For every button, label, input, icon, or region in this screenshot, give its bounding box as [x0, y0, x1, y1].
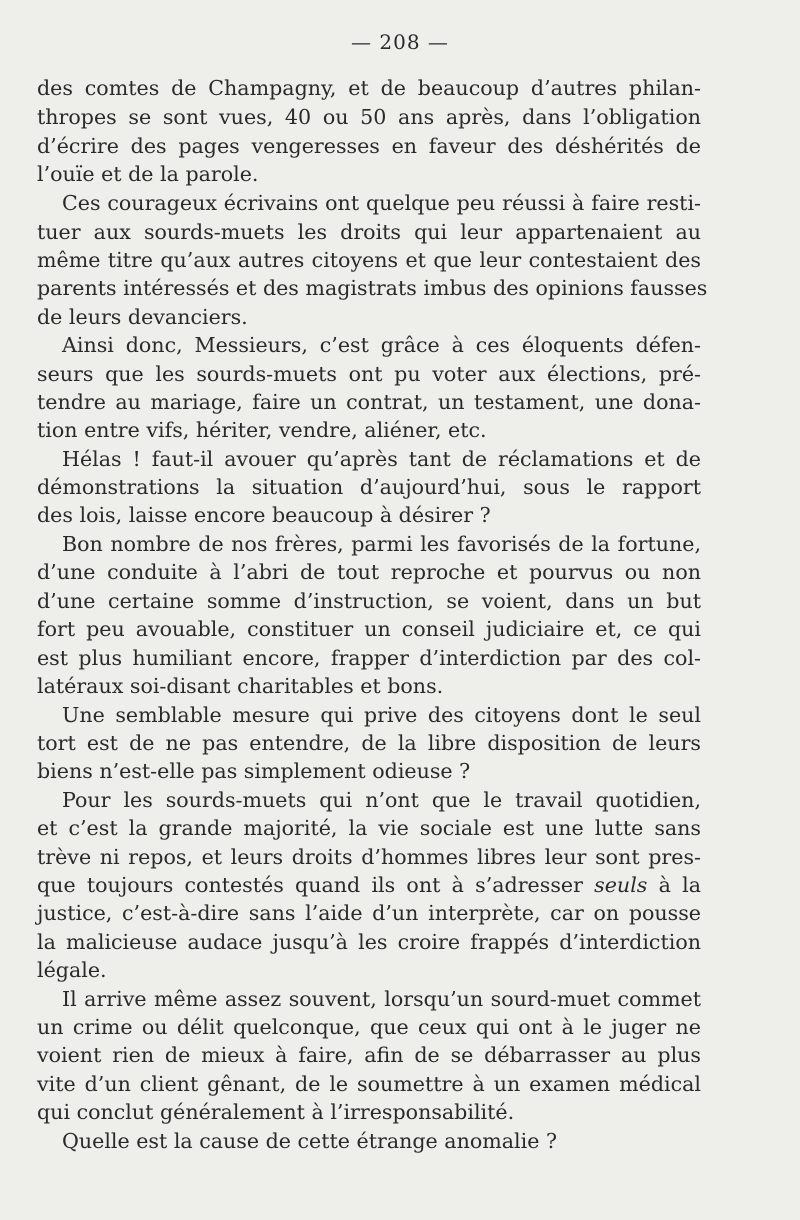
text-line: trève ni repos, et leurs droits d’hommes libres leur sont pres-: [37, 845, 701, 869]
text-line: thropes se sont vues, 40 ou 50 ans après, dans l’obligation: [37, 105, 701, 129]
text-line: tuer aux sourds-muets les droits qui leur appartenaient au: [37, 220, 701, 244]
text-line: des comtes de Champagny, et de beaucoup d’autres philan-: [37, 76, 701, 100]
text-line: vite d’un client gênant, de le soumettre à un examen médical: [37, 1072, 701, 1096]
paragraph-first-line: Bon nombre de nos frères, parmi les favorisés de la fortune,: [62, 532, 701, 556]
text-line: même titre qu’aux autres citoyens et que leur contestaient des: [37, 248, 701, 272]
paragraph-first-line: Quelle est la cause de cette étrange anomalie ?: [62, 1129, 557, 1153]
text-line: tendre au mariage, faire un contrat, un testament, une dona-: [37, 390, 701, 414]
text-line: d’une conduite à l’abri de tout reproche et pourvus ou non: [37, 560, 701, 584]
text-line: seurs que les sourds-muets ont pu voter aux élections, pré-: [37, 362, 701, 386]
text-line: parents intéressés et des magistrats imbus des opinions fausses: [37, 276, 708, 300]
text-line: démonstrations la situation d’aujourd’hui, sous le rapport: [37, 475, 701, 499]
paragraph-first-line: Une semblable mesure qui prive des citoyens dont le seul: [62, 703, 701, 727]
text-line: l’ouïe et de la parole.: [37, 162, 259, 186]
text-line: est plus humiliant encore, frapper d’interdiction par des col-: [37, 646, 701, 670]
paragraph-first-line: Ces courageux écrivains ont quelque peu réussi à faire resti-: [62, 191, 701, 215]
paragraph-first-line: Pour les sourds-muets qui n’ont que le travail quotidien,: [62, 788, 701, 812]
text-line: voient rien de mieux à faire, afin de se débarrasser au plus: [37, 1043, 701, 1067]
text-line: d’une certaine somme d’instruction, se voient, dans un but: [37, 589, 701, 613]
italic-word: seuls: [594, 873, 648, 897]
text-line: et c’est la grande majorité, la vie sociale est une lutte sans: [37, 816, 701, 840]
text-segment: à la: [658, 873, 701, 897]
text-line: tion entre vifs, hériter, vendre, aliéner, etc.: [37, 418, 487, 442]
text-line: latéraux soi-disant charitables et bons.: [37, 674, 444, 698]
text-line: la malicieuse audace jusqu’à les croire frappés d’interdiction: [37, 930, 701, 954]
text-line: tort est de ne pas entendre, de la libre disposition de leurs: [37, 731, 701, 755]
text-line: biens n’est-elle pas simplement odieuse ?: [37, 759, 471, 783]
text-segment: que toujours contestés quand ils ont à s’adresser: [37, 873, 583, 897]
text-line: légale.: [37, 958, 107, 982]
text-line-with-italic: [37, 870, 701, 900]
text-line: qui conclut généralement à l’irresponsabilité.: [37, 1100, 515, 1124]
paragraph-first-line: Ainsi donc, Messieurs, c’est grâce à ces éloquents défen-: [62, 333, 701, 357]
text-line: fort peu avouable, constituer un conseil judiciaire et, ce qui: [37, 617, 701, 641]
page-number: — 208 —: [351, 30, 449, 54]
paragraph-first-line: Hélas ! faut-il avouer qu’après tant de réclamations et de: [62, 447, 701, 471]
paragraph-first-line: Il arrive même assez souvent, lorsqu’un sourd-muet commet: [62, 987, 701, 1011]
text-line: un crime ou délit quelconque, que ceux qui ont à le juger ne: [37, 1015, 701, 1039]
text-line: d’écrire des pages vengeresses en faveur des déshérités de: [37, 134, 701, 158]
text-line: des lois, laisse encore beaucoup à désirer ?: [37, 503, 491, 527]
text-line: de leurs devanciers.: [37, 305, 248, 329]
text-line: justice, c’est-à-dire sans l’aide d’un interprète, car on pousse: [37, 901, 701, 925]
